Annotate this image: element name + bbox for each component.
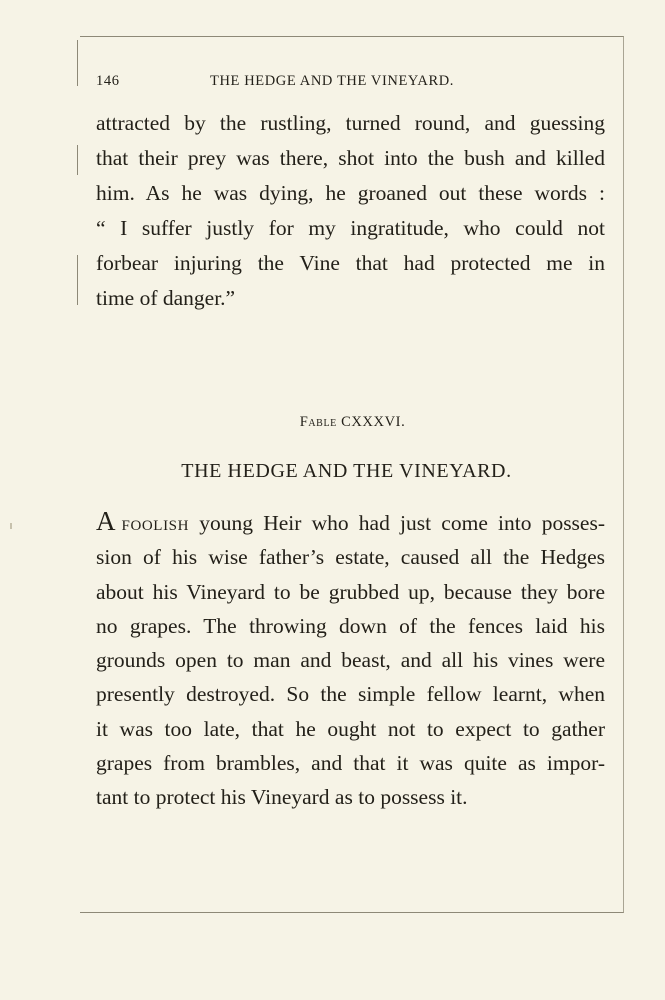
text-line: forbear injuring the Vine that had protected me in [96, 251, 605, 275]
text-line: presently destroyed. So the simple fellow learnt, when [96, 682, 605, 707]
page-number: 146 [96, 73, 120, 89]
text-line: tant to protect his Vineyard as to possess it. [96, 785, 468, 810]
text-line: “ I suffer justly for my ingratitude, who could not [96, 216, 605, 240]
running-head [96, 73, 496, 95]
first-line-text: young Heir who had just come into posses- [199, 511, 605, 535]
text-line: time of danger.” [96, 286, 236, 310]
text-line: sion of his wise father’s estate, caused all the Hedges [96, 545, 605, 570]
fable-title: THE HEDGE AND THE VINEYARD. [181, 460, 512, 482]
running-title: THE HEDGE AND THE VINEYARD. [210, 73, 455, 89]
border-mark [77, 40, 78, 86]
text-line: attracted by the rustling, turned round, and guessing [96, 111, 605, 135]
fable-number: Fable CXXXVI. [299, 414, 406, 430]
border-mark [77, 145, 78, 175]
border-mark [77, 255, 78, 305]
text-line [96, 504, 605, 540]
margin-speck [10, 523, 12, 529]
drop-cap: A [96, 506, 116, 536]
paragraph [96, 106, 605, 316]
fable-body [96, 504, 605, 815]
text-line: no grapes. The throwing down of the fences laid his [96, 613, 605, 638]
first-word: foolish [121, 511, 190, 535]
text-line: that their prey was there, shot into the bush and killed [96, 146, 605, 170]
previous-fable-ending [96, 106, 605, 316]
text-line: grapes from brambles, and that it was quite as impor- [96, 751, 605, 776]
paragraph [96, 504, 605, 815]
text-line: it was too late, that he ought not to expect to gather [96, 716, 605, 741]
text-line: him. As he was dying, he groaned out these words : [96, 181, 605, 205]
text-line: about his Vineyard to be grubbed up, because they bore [96, 579, 605, 604]
text-line: grounds open to man and beast, and all his vines were [96, 648, 605, 673]
